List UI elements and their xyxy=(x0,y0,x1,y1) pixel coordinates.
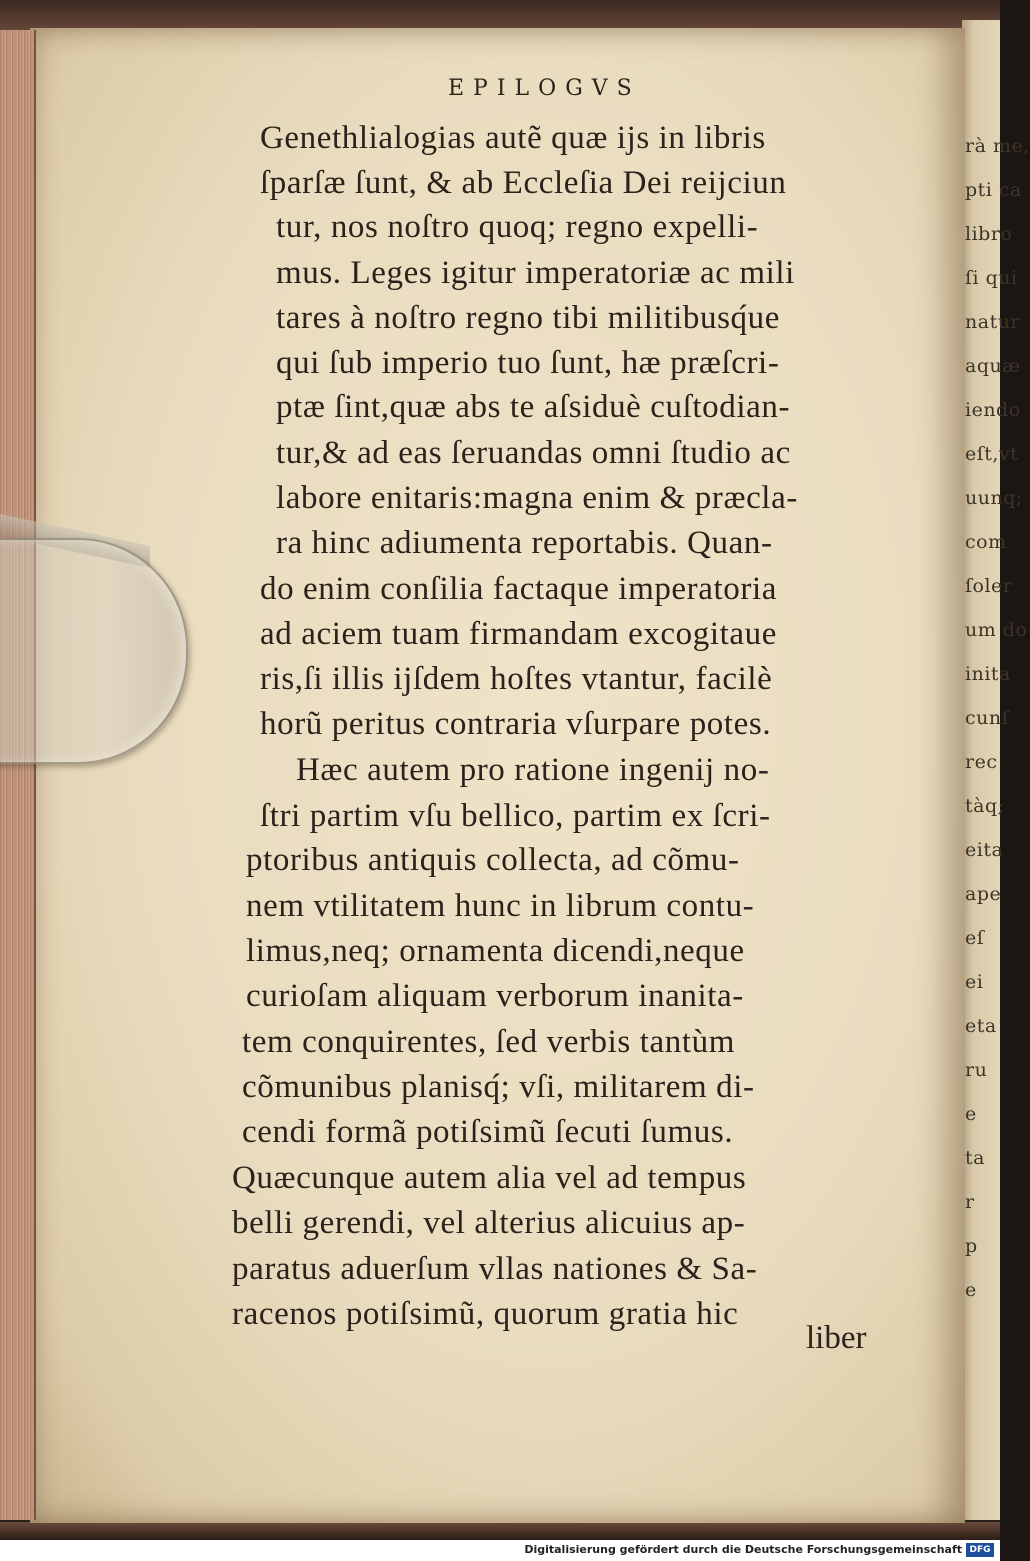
facing-page-fragment: p xyxy=(965,1235,978,1257)
facing-page-fragment: inita xyxy=(965,663,1011,685)
text-line: labore enitaris:magna enim & præcla- xyxy=(276,480,798,516)
facing-page-fragment: uunq; xyxy=(965,487,1023,509)
text-line: cõmunibus planisq́; vſi, militarem di- xyxy=(242,1069,755,1105)
facing-page-fragment: com xyxy=(965,531,1007,553)
text-line: cendi formã potiſsimũ ſecuti ſumus. xyxy=(242,1114,734,1150)
facing-page-fragment: libro xyxy=(965,223,1013,245)
facing-page-fragment: cunſ xyxy=(965,707,1010,729)
text-line: nem vtilitatem hunc in librum contu- xyxy=(246,888,755,924)
text-line: tur,& ad eas ſeruandas omni ſtudio ac xyxy=(276,435,791,471)
facing-page-strip xyxy=(962,20,1030,1520)
text-line: tur, nos noſtro quoq; regno expelli- xyxy=(276,209,759,245)
facing-page-fragment: eita xyxy=(965,839,1004,861)
text-line: ptoribus antiquis collecta, ad cõmu- xyxy=(246,842,740,878)
text-line: ris,ſi illis ijſdem hoſtes vtantur, facilè xyxy=(260,661,773,697)
facing-page-fragment: iendo xyxy=(965,399,1021,421)
facing-page-fragment: e xyxy=(965,1279,977,1301)
facing-page-fragment: e xyxy=(965,1103,977,1125)
text-line: racenos potiſsimũ, quorum gratia hic xyxy=(232,1296,739,1332)
text-line: mus. Leges igitur imperatoriæ ac mili xyxy=(276,255,795,291)
text-line: belli gerendi, vel alterius alicuius ap- xyxy=(232,1205,746,1241)
text-line: tem conquirentes, ſed verbis tantùm xyxy=(242,1024,735,1060)
text-line: paratus aduerſum vllas nationes & Sa- xyxy=(232,1251,758,1287)
text-line: Quæcunque autem alia vel ad tempus xyxy=(232,1160,747,1196)
facing-page-fragment: natur xyxy=(965,311,1021,333)
text-line: ptæ ſint,quæ abs te aſsiduè cuſtodian- xyxy=(276,389,791,425)
page-fore-edges xyxy=(0,30,36,1520)
facing-page-fragment: ſi qui xyxy=(965,267,1018,289)
text-line: ſtri partim vſu bellico, partim ex ſcri- xyxy=(260,798,771,834)
facing-page-fragment: ei xyxy=(965,971,984,993)
facing-page-fragment: tàq; xyxy=(965,795,1005,817)
facing-page-fragment: eta xyxy=(965,1015,997,1037)
text-line: ſparſæ ſunt, & ab Eccleſia Dei reijciun xyxy=(260,165,787,201)
text-line: ad aciem tuam firmandam excogitaue xyxy=(260,616,778,652)
dfg-logo: DFG xyxy=(966,1543,994,1557)
footer-bar xyxy=(0,1540,1000,1561)
facing-page-fragment: ſoler xyxy=(965,575,1013,597)
text-line: horũ peritus contraria vſurpare potes. xyxy=(260,706,772,742)
text-line: ra hinc adiumenta reportabis. Quan- xyxy=(276,525,773,561)
facing-page-fragment: rec xyxy=(965,751,998,773)
running-head: EPILOGVS xyxy=(448,76,641,101)
text-line: limus,neq; ornamenta dicendi,neque xyxy=(246,933,745,969)
text-line: qui ſub imperio tuo ſunt, hæ præſcri- xyxy=(276,345,780,381)
facing-page-fragment: ape xyxy=(965,883,1002,905)
facing-page-fragment: eſt,vt xyxy=(965,443,1019,465)
facing-page-fragment: rà me, xyxy=(965,135,1030,157)
facing-page-fragment: um do xyxy=(965,619,1028,641)
facing-page-fragment: aquæ xyxy=(965,355,1021,377)
funding-credit: Digitalisierung gefördert durch die Deutsche Forschungsgemeinschaft xyxy=(524,1543,962,1556)
text-line: Hæc autem pro ratione ingenij no- xyxy=(296,752,770,788)
facing-page-fragment: eſ xyxy=(965,927,985,949)
text-line: curioſam aliquam verborum inanita- xyxy=(246,978,744,1014)
facing-page-fragment: r xyxy=(965,1191,975,1213)
text-line: Genethlialogias autẽ quæ ijs in libris xyxy=(260,120,766,156)
text-line: do enim conſilia factaque imperatoria xyxy=(260,571,777,607)
book-cover-bottom-edge xyxy=(0,1522,1000,1540)
facing-page-fragment: ru xyxy=(965,1059,988,1081)
facing-page-fragment: pti ca xyxy=(965,179,1022,201)
catchword: liber xyxy=(806,1320,867,1356)
text-line: tares à noſtro regno tibi militibusq́ue xyxy=(276,300,780,336)
facing-page-fragment: ta xyxy=(965,1147,985,1169)
